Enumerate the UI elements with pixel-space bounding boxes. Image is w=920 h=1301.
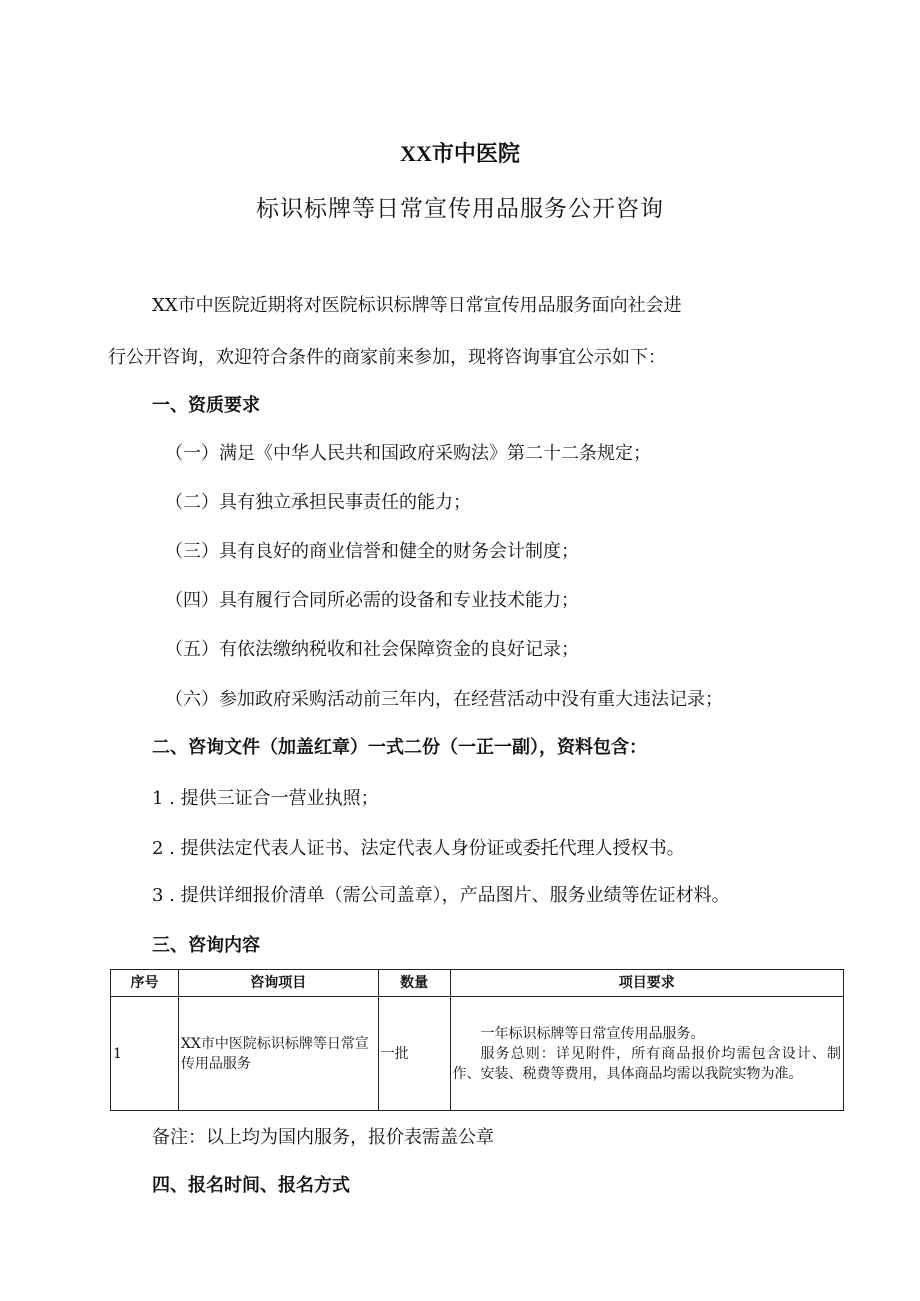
consultation-table bbox=[110, 969, 844, 1111]
cell-project: XX市中医院标识标牌等日常宣传用品服务 bbox=[178, 997, 378, 1111]
cell-qty: 一批 bbox=[378, 997, 450, 1111]
section-1-heading: 一、资质要求 bbox=[152, 395, 260, 416]
hospital-name: XX市中医院 bbox=[400, 141, 520, 166]
document-item: 3 . 提供详细报价清单（需公司盖章），产品图片、服务业绩等佐证材料。 bbox=[152, 885, 730, 906]
qualification-item: （五）有依法缴纳税收和社会保障资金的良好记录； bbox=[165, 639, 579, 660]
page-subtitle: 标识标牌等日常宣传用品服务公开咨询 bbox=[256, 196, 664, 222]
section-3-heading: 三、咨询内容 bbox=[152, 935, 260, 956]
section-2-heading: 二、咨询文件（加盖红章）一式二份（一正一副），资料包含： bbox=[152, 737, 647, 758]
table-row bbox=[111, 997, 844, 1111]
cell-no: 1 bbox=[111, 997, 179, 1111]
table-header-row bbox=[111, 970, 844, 997]
col-header-no: 序号 bbox=[111, 970, 179, 997]
document-item: 1 . 提供三证合一营业执照； bbox=[152, 788, 379, 809]
document-item: 2 . 提供法定代表人证书、法定代表人身份证或委托代理人授权书。 bbox=[152, 838, 685, 859]
col-header-project: 咨询项目 bbox=[178, 970, 378, 997]
qualification-item: （六）参加政府采购活动前三年内，在经营活动中没有重大违法记录； bbox=[165, 689, 723, 710]
page-title bbox=[0, 140, 920, 169]
table-note: 备注：以上均为国内服务，报价表需盖公章 bbox=[152, 1127, 494, 1148]
requirement-paragraph: 一年标识标牌等日常宣传用品服务。 bbox=[480, 1025, 705, 1042]
section-4-heading: 四、报名时间、报名方式 bbox=[152, 1175, 350, 1196]
requirement-paragraph: 服务总则：详见附件，所有商品报价均需包含设计、制作、安装、税费等费用，具体商品均需以我院实物为准。 bbox=[452, 1045, 841, 1082]
qualification-item: （三）具有良好的商业信誉和健全的财务会计制度； bbox=[165, 541, 579, 562]
col-header-requirement: 项目要求 bbox=[450, 970, 843, 997]
qualification-item: （一）满足《中华人民共和国政府采购法》第二十二条规定； bbox=[165, 443, 651, 464]
qualification-item: （二）具有独立承担民事责任的能力； bbox=[165, 492, 471, 513]
qualification-item: （四）具有履行合同所必需的设备和专业技术能力； bbox=[165, 590, 579, 611]
cell-requirement bbox=[450, 997, 843, 1111]
col-header-qty: 数量 bbox=[378, 970, 450, 997]
intro-line-2: 行公开咨询，欢迎符合条件的商家前来参加，现将咨询事宜公示如下： bbox=[108, 347, 666, 368]
intro-line-1: XX市中医院近期将对医院标识标牌等日常宣传用品服务面向社会进 bbox=[152, 295, 682, 316]
